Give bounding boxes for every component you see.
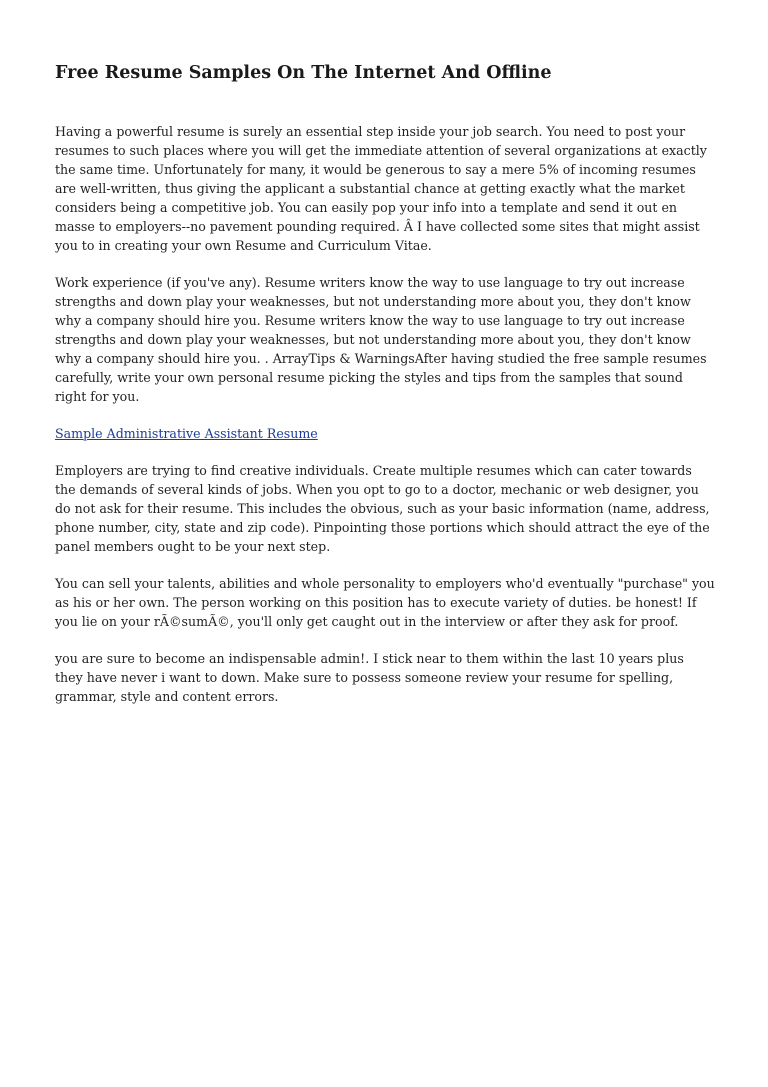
paragraph-admin: you are sure to become an indispensable admin!. I stick near to them within the last 10 years plus they have never i want to down. Make sure to possess someone review your resume for spelling, grammar, style and content errors. [55, 651, 684, 704]
document-body [55, 122, 715, 724]
paragraph-talents: You can sell your talents, abilities and whole personality to employers who'd eventually "purchase" you as his or her own. The person working on this position has to execute variety of duties. be honest! If you lie on your rÃ©sumÃ©, you'll only get caught out in the interview or after they ask for proof. [55, 576, 715, 629]
sample-resume-link[interactable]: Sample Administrative Assistant Resume [55, 426, 318, 441]
paragraph-work-experience: Work experience (if you've any). Resume writers know the way to use language to try out increase strengths and down play your weaknesses, but not understanding more about you, they don't know why a company should hire you. Resume writers know the way to use language to try out increase strengths and down play your weaknesses, but not understanding more about you, they don't know why a company should hire you. . ArrayTips & WarningsAfter having studied the free sample resumes carefully, write your own personal resume picking the styles and tips from the samples that sound right for you. [55, 275, 707, 404]
paragraph-intro: Having a powerful resume is surely an essential step inside your job search. You need to post your resumes to such places where you will get the immediate attention of several organizations at exactly the same time. Unfortunately for many, it would be generous to say a mere 5% of incoming resumes are well-written, thus giving the applicant a substantial chance at getting exactly what the market considers being a competitive job. You can easily pop your info into a template and send it out en masse to employers--no pavement pounding required. Â I have collected some sites that might assist you to in creating your own Resume and Curriculum Vitae. [55, 124, 707, 253]
paragraph-employers: Employers are trying to find creative individuals. Create multiple resumes which can cater towards the demands of several kinds of jobs. When you opt to go to a doctor, mechanic or web designer, you do not ask for their resume. This includes the obvious, such as your basic information (name, address, phone number, city, state and zip code). Pinpointing those portions which should attract the eye of the panel members ought to be your next step. [55, 463, 710, 554]
document-title: Free Resume Samples On The Internet And Offline [55, 63, 552, 83]
link-paragraph [55, 424, 715, 443]
